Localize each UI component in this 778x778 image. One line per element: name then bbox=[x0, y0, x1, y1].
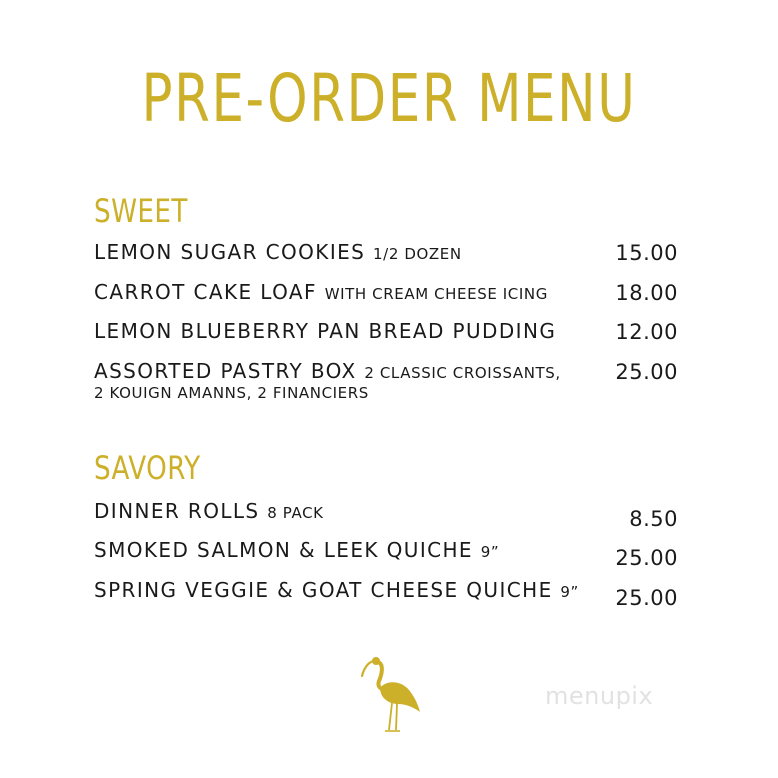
item-description: 1/2 DOZEN bbox=[373, 245, 462, 263]
menu-item bbox=[94, 501, 324, 522]
item-name: CARROT CAKE LOAF bbox=[94, 280, 317, 304]
item-name: SPRING VEGGIE & GOAT CHEESE QUICHE bbox=[94, 578, 553, 602]
menu-item bbox=[94, 580, 579, 601]
item-price: 25.00 bbox=[615, 586, 678, 610]
item-price: 12.00 bbox=[615, 320, 678, 344]
item-description: 9” bbox=[480, 543, 500, 561]
item-price: 8.50 bbox=[629, 507, 678, 531]
item-description: 8 PACK bbox=[267, 504, 324, 522]
item-name: LEMON BLUEBERRY PAN BREAD PUDDING bbox=[94, 319, 557, 343]
menu-item bbox=[94, 361, 561, 402]
watermark-logo: menupix bbox=[545, 682, 654, 710]
item-price: 15.00 bbox=[615, 241, 678, 265]
item-description-line2: 2 KOUIGN AMANNS, 2 FINANCIERS bbox=[94, 384, 369, 402]
item-price: 25.00 bbox=[615, 546, 678, 570]
menu-item bbox=[94, 321, 556, 342]
item-name: DINNER ROLLS bbox=[94, 499, 260, 523]
menu-item bbox=[94, 282, 548, 303]
item-name: SMOKED SALMON & LEEK QUICHE bbox=[94, 538, 473, 562]
item-price: 18.00 bbox=[615, 281, 678, 305]
section-title-sweet: SWEET bbox=[94, 192, 188, 230]
ibis-bird-icon bbox=[356, 654, 426, 739]
item-description: WITH CREAM CHEESE ICING bbox=[324, 285, 548, 303]
item-name: ASSORTED PASTRY BOX bbox=[94, 359, 357, 383]
item-description: 2 CLASSIC CROISSANTS, bbox=[364, 364, 561, 382]
item-description: 9” bbox=[560, 583, 579, 601]
item-price: 25.00 bbox=[615, 360, 678, 384]
item-name: LEMON SUGAR COOKIES bbox=[94, 240, 366, 264]
section-title-savory: SAVORY bbox=[94, 449, 201, 487]
menu-item bbox=[94, 540, 499, 561]
menu-title: PRE-ORDER MENU bbox=[141, 60, 637, 137]
menu-item bbox=[94, 242, 462, 263]
